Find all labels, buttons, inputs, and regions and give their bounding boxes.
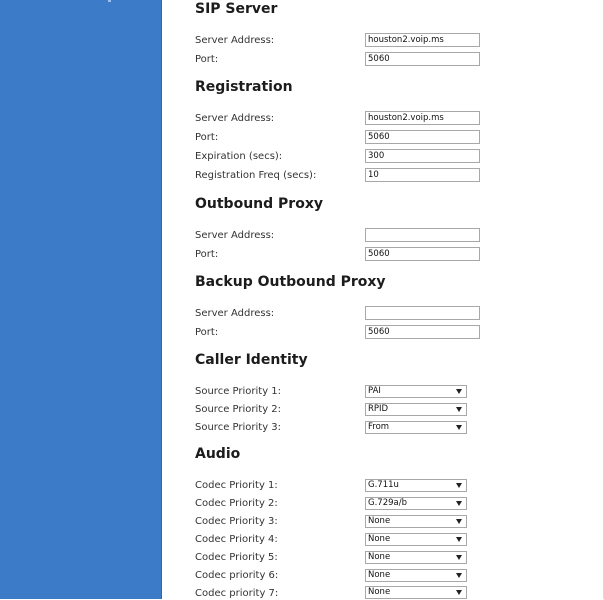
codec-priority-label: Codec Priority 3: — [195, 516, 278, 527]
source-priority-label: Source Priority 3: — [195, 422, 282, 433]
select-value: RPID — [368, 404, 389, 414]
backup-proxy-address-input[interactable] — [365, 306, 480, 320]
backup-proxy-port-label: Port: — [195, 327, 219, 338]
source-priority-2-select[interactable] — [365, 403, 467, 416]
backup-proxy-port-input[interactable]: 5060 — [365, 325, 480, 339]
chevron-down-icon — [456, 590, 462, 595]
select-value: None — [368, 552, 391, 562]
codec-priority-3-select[interactable] — [365, 515, 467, 528]
codec-priority-label: Codec priority 6: — [195, 570, 279, 581]
source-priority-label: Source Priority 2: — [195, 404, 282, 415]
registration-server-address-label: Server Address: — [195, 113, 275, 124]
sip-server-port-input[interactable]: 5060 — [365, 52, 480, 66]
select-value: None — [368, 570, 391, 580]
source-priority-3-select[interactable] — [365, 421, 467, 434]
codec-priority-label: Codec Priority 4: — [195, 534, 278, 545]
outbound-proxy-address-label: Server Address: — [195, 230, 275, 241]
sidebar-navigation — [0, 0, 162, 599]
section-title-sip-server: SIP Server — [195, 1, 278, 17]
select-value: None — [368, 534, 391, 544]
select-value: G.729a/b — [368, 498, 407, 508]
registration-frequency-input[interactable]: 10 — [365, 168, 480, 182]
codec-priority-7-select[interactable] — [365, 586, 467, 599]
chevron-down-icon — [456, 537, 462, 542]
select-value: G.711u — [368, 480, 399, 490]
chevron-down-icon — [456, 573, 462, 578]
settings-panel — [162, 0, 604, 599]
chevron-down-icon — [456, 425, 462, 430]
section-title-caller-identity: Caller Identity — [195, 352, 308, 368]
chevron-down-icon — [456, 519, 462, 524]
section-title-audio: Audio — [195, 446, 241, 462]
outbound-proxy-address-input[interactable] — [365, 228, 480, 242]
section-title-outbound-proxy: Outbound Proxy — [195, 196, 323, 212]
outbound-proxy-port-label: Port: — [195, 249, 219, 260]
codec-priority-2-select[interactable] — [365, 497, 467, 510]
sip-server-port-label: Port: — [195, 54, 219, 65]
registration-expiration-input[interactable]: 300 — [365, 149, 480, 163]
source-priority-label: Source Priority 1: — [195, 386, 282, 397]
select-value: From — [368, 422, 390, 432]
codec-priority-1-select[interactable] — [365, 479, 467, 492]
registration-port-label: Port: — [195, 132, 219, 143]
sip-server-address-input[interactable]: houston2.voip.ms — [365, 33, 480, 47]
registration-frequency-label: Registration Freq (secs): — [195, 170, 317, 181]
sip-server-address-label: Server Address: — [195, 35, 275, 46]
backup-proxy-address-label: Server Address: — [195, 308, 275, 319]
registration-server-address-input[interactable]: houston2.voip.ms — [365, 111, 480, 125]
sidebar-border — [0, 0, 162, 599]
source-priority-1-select[interactable] — [365, 385, 467, 398]
chevron-down-icon — [456, 555, 462, 560]
chevron-down-icon — [456, 407, 462, 412]
codec-priority-6-select[interactable] — [365, 569, 467, 582]
codec-priority-label: Codec priority 7: — [195, 588, 279, 599]
codec-priority-label: Codec Priority 2: — [195, 498, 278, 509]
outbound-proxy-port-input[interactable]: 5060 — [365, 247, 480, 261]
section-title-registration: Registration — [195, 79, 293, 95]
chevron-down-icon — [456, 501, 462, 506]
section-title-backup-outbound-proxy: Backup Outbound Proxy — [195, 274, 386, 290]
registration-expiration-label: Expiration (secs): — [195, 151, 283, 162]
select-value: None — [368, 587, 391, 597]
codec-priority-4-select[interactable] — [365, 533, 467, 546]
chevron-down-icon — [456, 389, 462, 394]
select-value: None — [368, 516, 391, 526]
codec-priority-label: Codec Priority 5: — [195, 552, 278, 563]
registration-port-input[interactable]: 5060 — [365, 130, 480, 144]
codec-priority-5-select[interactable] — [365, 551, 467, 564]
chevron-down-icon — [456, 483, 462, 488]
select-value: PAI — [368, 386, 381, 396]
codec-priority-label: Codec Priority 1: — [195, 480, 278, 491]
